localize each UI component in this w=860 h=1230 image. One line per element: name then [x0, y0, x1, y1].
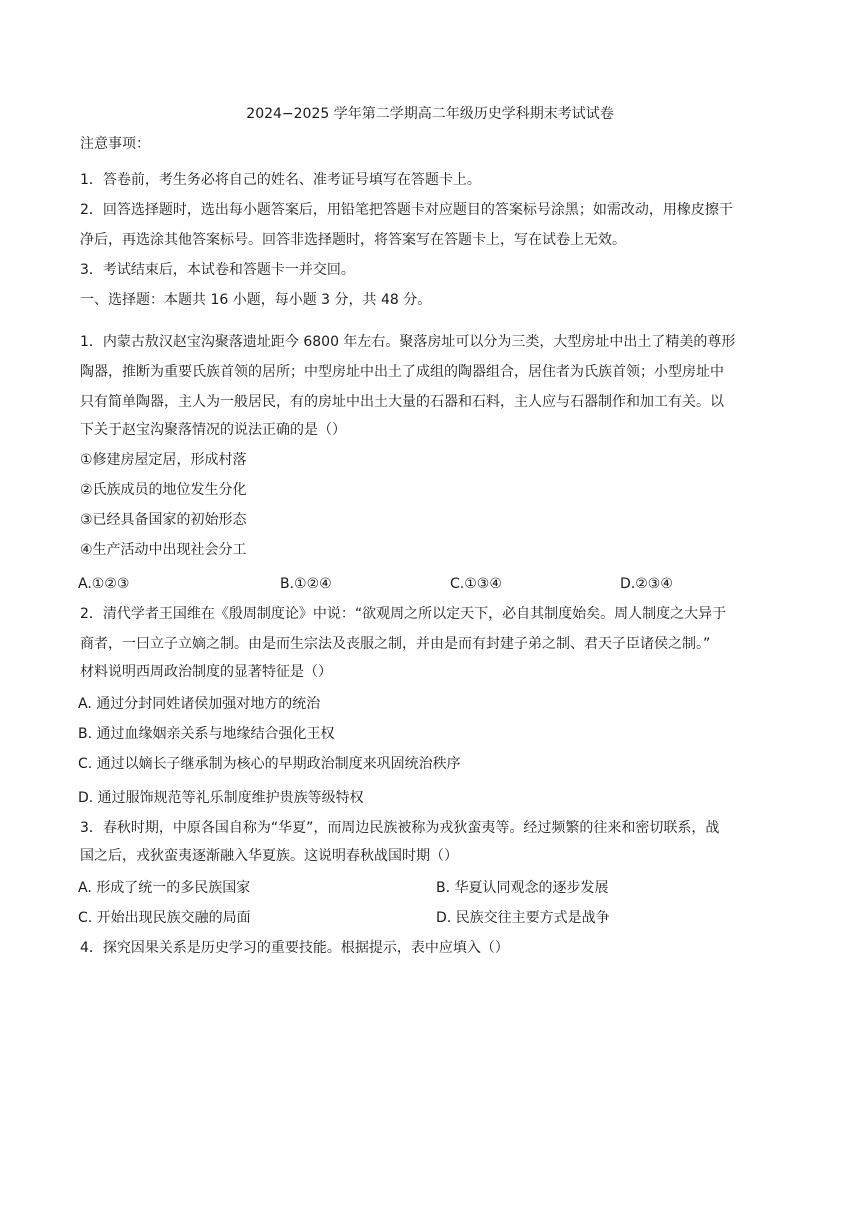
notice-item-1: 1．答卷前，考生务必将自己的姓名、准考证号填写在答题卡上。: [80, 172, 481, 188]
q4-stem-line-1: 4．探究因果关系是历史学习的重要技能。根据提示，表中应填入（）: [80, 940, 509, 956]
notice-item-2-continued: 净后，再选涂其他答案标号。回答非选择题时，将答案写在答题卡上，写在试卷上无效。: [80, 232, 626, 248]
exam-title: 2024−2025 学年第二学期高二年级历史学科期末考试试卷: [246, 106, 614, 122]
q3-stem-line-2: 国之后，戎狄蛮夷逐渐融入华夏族。这说明春秋战国时期（）: [80, 848, 458, 864]
q2-option-d: D. 通过服饰规范等礼乐制度维护贵族等级特权: [78, 790, 364, 806]
q2-stem-line-3: 材料说明西周政治制度的显著特征是（）: [80, 664, 332, 680]
q1-option-b: B.①②④: [280, 576, 332, 592]
notice-item-2: 2．回答选择题时，选出每小题答案后，用铅笔把答题卡对应题目的答案标号涂黑；如需改动，用橡皮擦干: [80, 202, 733, 218]
q1-option-d: D.②③④: [620, 576, 673, 592]
q1-stem-line-4: 下关于赵宝沟聚落情况的说法正确的是（）: [80, 422, 346, 438]
q2-option-b: B. 通过血缘姻亲关系与地缘结合强化王权: [78, 726, 335, 742]
q2-stem-line-2: 商者，一曰立子立嫡之制。由是而生宗法及丧服之制，并由是而有封建子弟之制、君天子臣诸侯之制。”: [80, 636, 711, 652]
q2-option-c: C. 通过以嫡长子继承制为核心的早期政治制度来巩固统治秩序: [78, 756, 461, 772]
q3-stem-line-1: 3．春秋时期，中原各国自称为“华夏”，而周边民族被称为戎狄蛮夷等。经过频繁的往来和密切联系，战: [80, 820, 720, 836]
q1-statement-2: ②氏族成员的地位发生分化: [80, 482, 247, 498]
section-heading: 一、选择题：本题共 16 小题，每小题 3 分，共 48 分。: [80, 292, 432, 308]
q3-option-a: A. 形成了统一的多民族国家: [78, 880, 251, 896]
q1-option-c: C.①③④: [450, 576, 502, 592]
notice-heading: 注意事项：: [80, 136, 150, 152]
q1-option-a: A.①②③: [78, 576, 130, 592]
q2-stem-line-1: 2．清代学者王国维在《殷周制度论》中说：“欲观周之所以定天下，必自其制度始矣。周人制度之大异于: [80, 606, 727, 622]
q1-stem-line-2: 陶器，推断为重要氏族首领的居所；中型房址中出土了成组的陶器组合，居住者为氏族首领；小型房址中: [80, 364, 724, 380]
q3-option-b: B. 华夏认同观念的逐步发展: [436, 880, 609, 896]
q1-statement-1: ①修建房屋定居，形成村落: [80, 452, 247, 468]
q1-stem-line-3: 只有简单陶器，主人为一般居民，有的房址中出土大量的石器和石料，主人应与石器制作和加工有关。以: [80, 394, 724, 410]
q1-stem-line-1: 1．内蒙古敖汉赵宝沟聚落遗址距今 6800 年左右。聚落房址可以分为三类，大型房址中出土了精美的尊形: [80, 334, 736, 350]
q2-option-a: A. 通过分封同姓诸侯加强对地方的统治: [78, 696, 321, 712]
q1-statement-3: ③已经具备国家的初始形态: [80, 512, 247, 528]
q3-option-c: C. 开始出现民族交融的局面: [78, 910, 251, 926]
q3-option-d: D. 民族交往主要方式是战争: [436, 910, 610, 926]
q1-statement-4: ④生产活动中出现社会分工: [80, 542, 247, 558]
notice-item-3: 3．考试结束后，本试卷和答题卡一并交回。: [80, 262, 355, 278]
